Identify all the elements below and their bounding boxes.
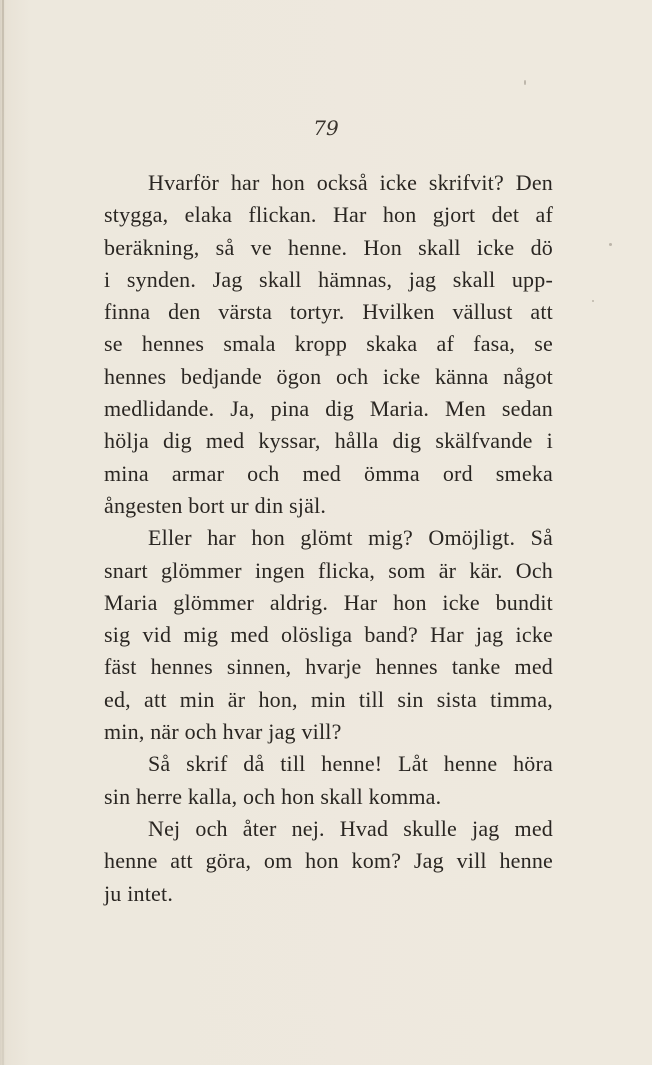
text-line: hennes bedjande ögon och icke känna något <box>104 363 553 389</box>
text-line: min, när och hvar jag vill? <box>104 719 342 745</box>
text-line: sin herre kalla, och hon skall komma. <box>104 783 442 809</box>
paper-speck <box>524 80 526 85</box>
text-line: henne att göra, om hon kom? Jag vill henne <box>104 848 553 874</box>
paper-speck <box>609 243 612 246</box>
paper-speck <box>592 300 594 302</box>
text-line: hölja dig med kyssar, hålla dig skälfvande i <box>104 428 553 454</box>
text-line: sig vid mig med olösliga band? Har jag icke <box>104 622 553 648</box>
text-line: mina armar och med ömma ord smeka <box>104 460 553 486</box>
binding-edge <box>2 0 4 1065</box>
page-number: 79 <box>313 116 339 140</box>
text-line: Maria glömmer aldrig. Har hon icke bundit <box>104 589 553 615</box>
text-line: Så skrif då till henne! Låt henne höra <box>148 751 553 777</box>
text-line: stygga, elaka flickan. Har hon gjort det af <box>104 202 553 228</box>
text-line: beräkning, så ve henne. Hon skall icke dö <box>104 234 553 260</box>
text-line: i synden. Jag skall hämnas, jag skall upp- <box>104 266 553 292</box>
text-line: finna den värsta tortyr. Hvilken vällust att <box>104 299 553 325</box>
text-line: ed, att min är hon, min till sin sista timma, <box>104 686 553 712</box>
text-line: Nej och åter nej. Hvad skulle jag med <box>148 815 553 841</box>
text-line: snart glömmer ingen flicka, som är kär. Och <box>104 557 553 583</box>
text-line: ju intet. <box>104 880 174 906</box>
text-line: Eller har hon glömt mig? Omöjligt. Så <box>148 525 553 551</box>
text-line: Hvarför har hon också icke skrifvit? Den <box>148 170 553 195</box>
text-line: fäst hennes sinnen, hvarje hennes tanke med <box>104 654 553 680</box>
text-line: se hennes smala kropp skaka af fasa, se <box>104 331 553 357</box>
text-line: medlidande. Ja, pina dig Maria. Men sedan <box>104 396 553 422</box>
text-line: ångesten bort ur din själ. <box>104 492 327 518</box>
body-text <box>104 167 553 910</box>
